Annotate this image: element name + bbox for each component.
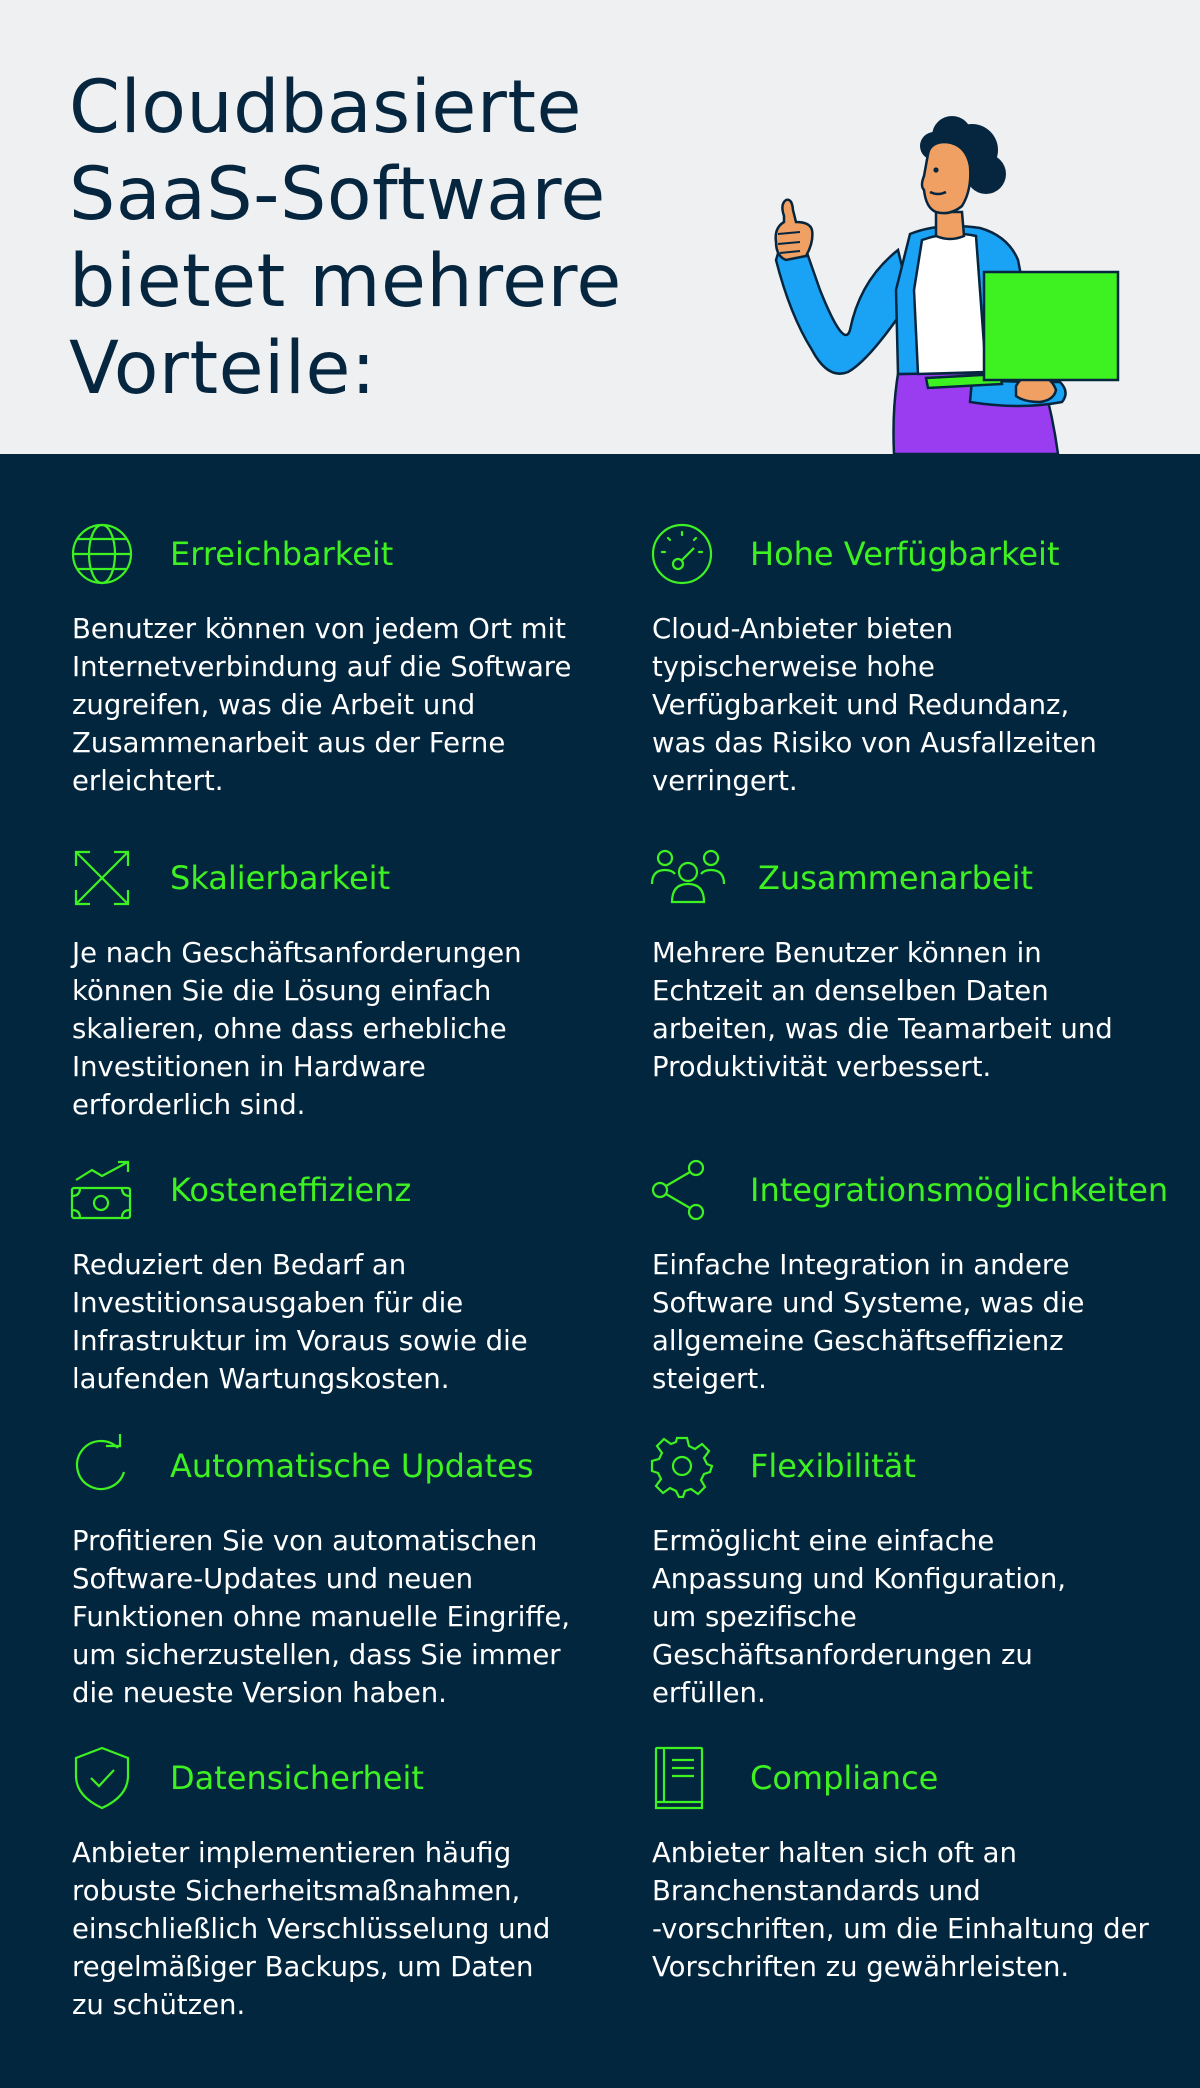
feature-title: Skalierbarkeit	[170, 859, 391, 897]
feature-description: Anbieter halten sich oft an Branchenstandards und -vorschriften, um die Einhaltung der Vorschriften zu gewährleisten.	[652, 1837, 1149, 1983]
feature-title: Compliance	[750, 1759, 939, 1797]
title-line: Vorteile:	[69, 326, 377, 411]
feature-description: Benutzer können von jedem Ort mit Internetverbindung auf die Software zugreifen, was die Arbeit und Zusammenarbeit aus der Ferne erleichtert.	[72, 613, 572, 797]
feature-title: Flexibilität	[750, 1447, 916, 1485]
feature-title: Kosteneffizienz	[170, 1171, 412, 1209]
feature-description: Je nach Geschäftsanforderungen können Sie die Lösung einfach skalieren, ohne dass erhebliche Investitionen in Hardware erforderlich sind.	[72, 937, 522, 1121]
person-with-laptop-illustration	[740, 110, 1140, 454]
title-line: SaaS-Software	[69, 152, 606, 237]
feature-description: Anbieter implementieren häufig robuste Sicherheitsmaßnahmen, einschließlich Verschlüsselung und regelmäßiger Backups, um Daten zu schützen.	[72, 1837, 551, 2021]
money-growth-icon	[70, 1158, 134, 1222]
title-line: Cloudbasierte	[69, 65, 582, 150]
shield-check-icon	[70, 1746, 134, 1810]
page-title	[69, 64, 689, 412]
hero-header	[0, 0, 1200, 454]
feature-title: Zusammenarbeit	[758, 859, 1033, 897]
feature-title: Hohe Verfügbarkeit	[750, 535, 1060, 573]
team-icon	[650, 846, 714, 910]
benefits-section	[0, 454, 1200, 2088]
share-nodes-icon	[650, 1158, 714, 1222]
feature-description: Profitieren Sie von automatischen Software-Updates und neuen Funktionen ohne manuelle Eingriffe, um sicherzustellen, dass Sie immer die neueste Version haben.	[72, 1525, 571, 1709]
expand-arrows-icon	[70, 846, 134, 910]
feature-description: Mehrere Benutzer können in Echtzeit an denselben Daten arbeiten, was die Teamarbeit und Produktivität verbessert.	[652, 937, 1113, 1083]
feature-description: Reduziert den Bedarf an Investitionsausgaben für die Infrastruktur im Voraus sowie die laufenden Wartungskosten.	[72, 1249, 528, 1395]
feature-description: Einfache Integration in andere Software und Systeme, was die allgemeine Geschäftseffizienz steigert.	[652, 1249, 1085, 1395]
feature-description: Cloud-Anbieter bieten typischerweise hohe Verfügbarkeit und Redundanz, was das Risiko von Ausfallzeiten verringert.	[652, 613, 1097, 797]
globe-icon	[70, 522, 134, 586]
title-line: bietet mehrere	[69, 239, 622, 324]
book-icon	[650, 1746, 714, 1810]
gauge-icon	[650, 522, 714, 586]
feature-title: Datensicherheit	[170, 1759, 424, 1797]
feature-title: Integrationsmöglichkeiten	[750, 1171, 1169, 1209]
feature-title: Erreichbarkeit	[170, 535, 394, 573]
refresh-icon	[70, 1434, 134, 1498]
gear-icon	[650, 1434, 714, 1498]
feature-description: Ermöglicht eine einfache Anpassung und Konfiguration, um spezifische Geschäftsanforderungen zu erfüllen.	[652, 1525, 1067, 1709]
feature-title: Automatische Updates	[170, 1447, 534, 1485]
